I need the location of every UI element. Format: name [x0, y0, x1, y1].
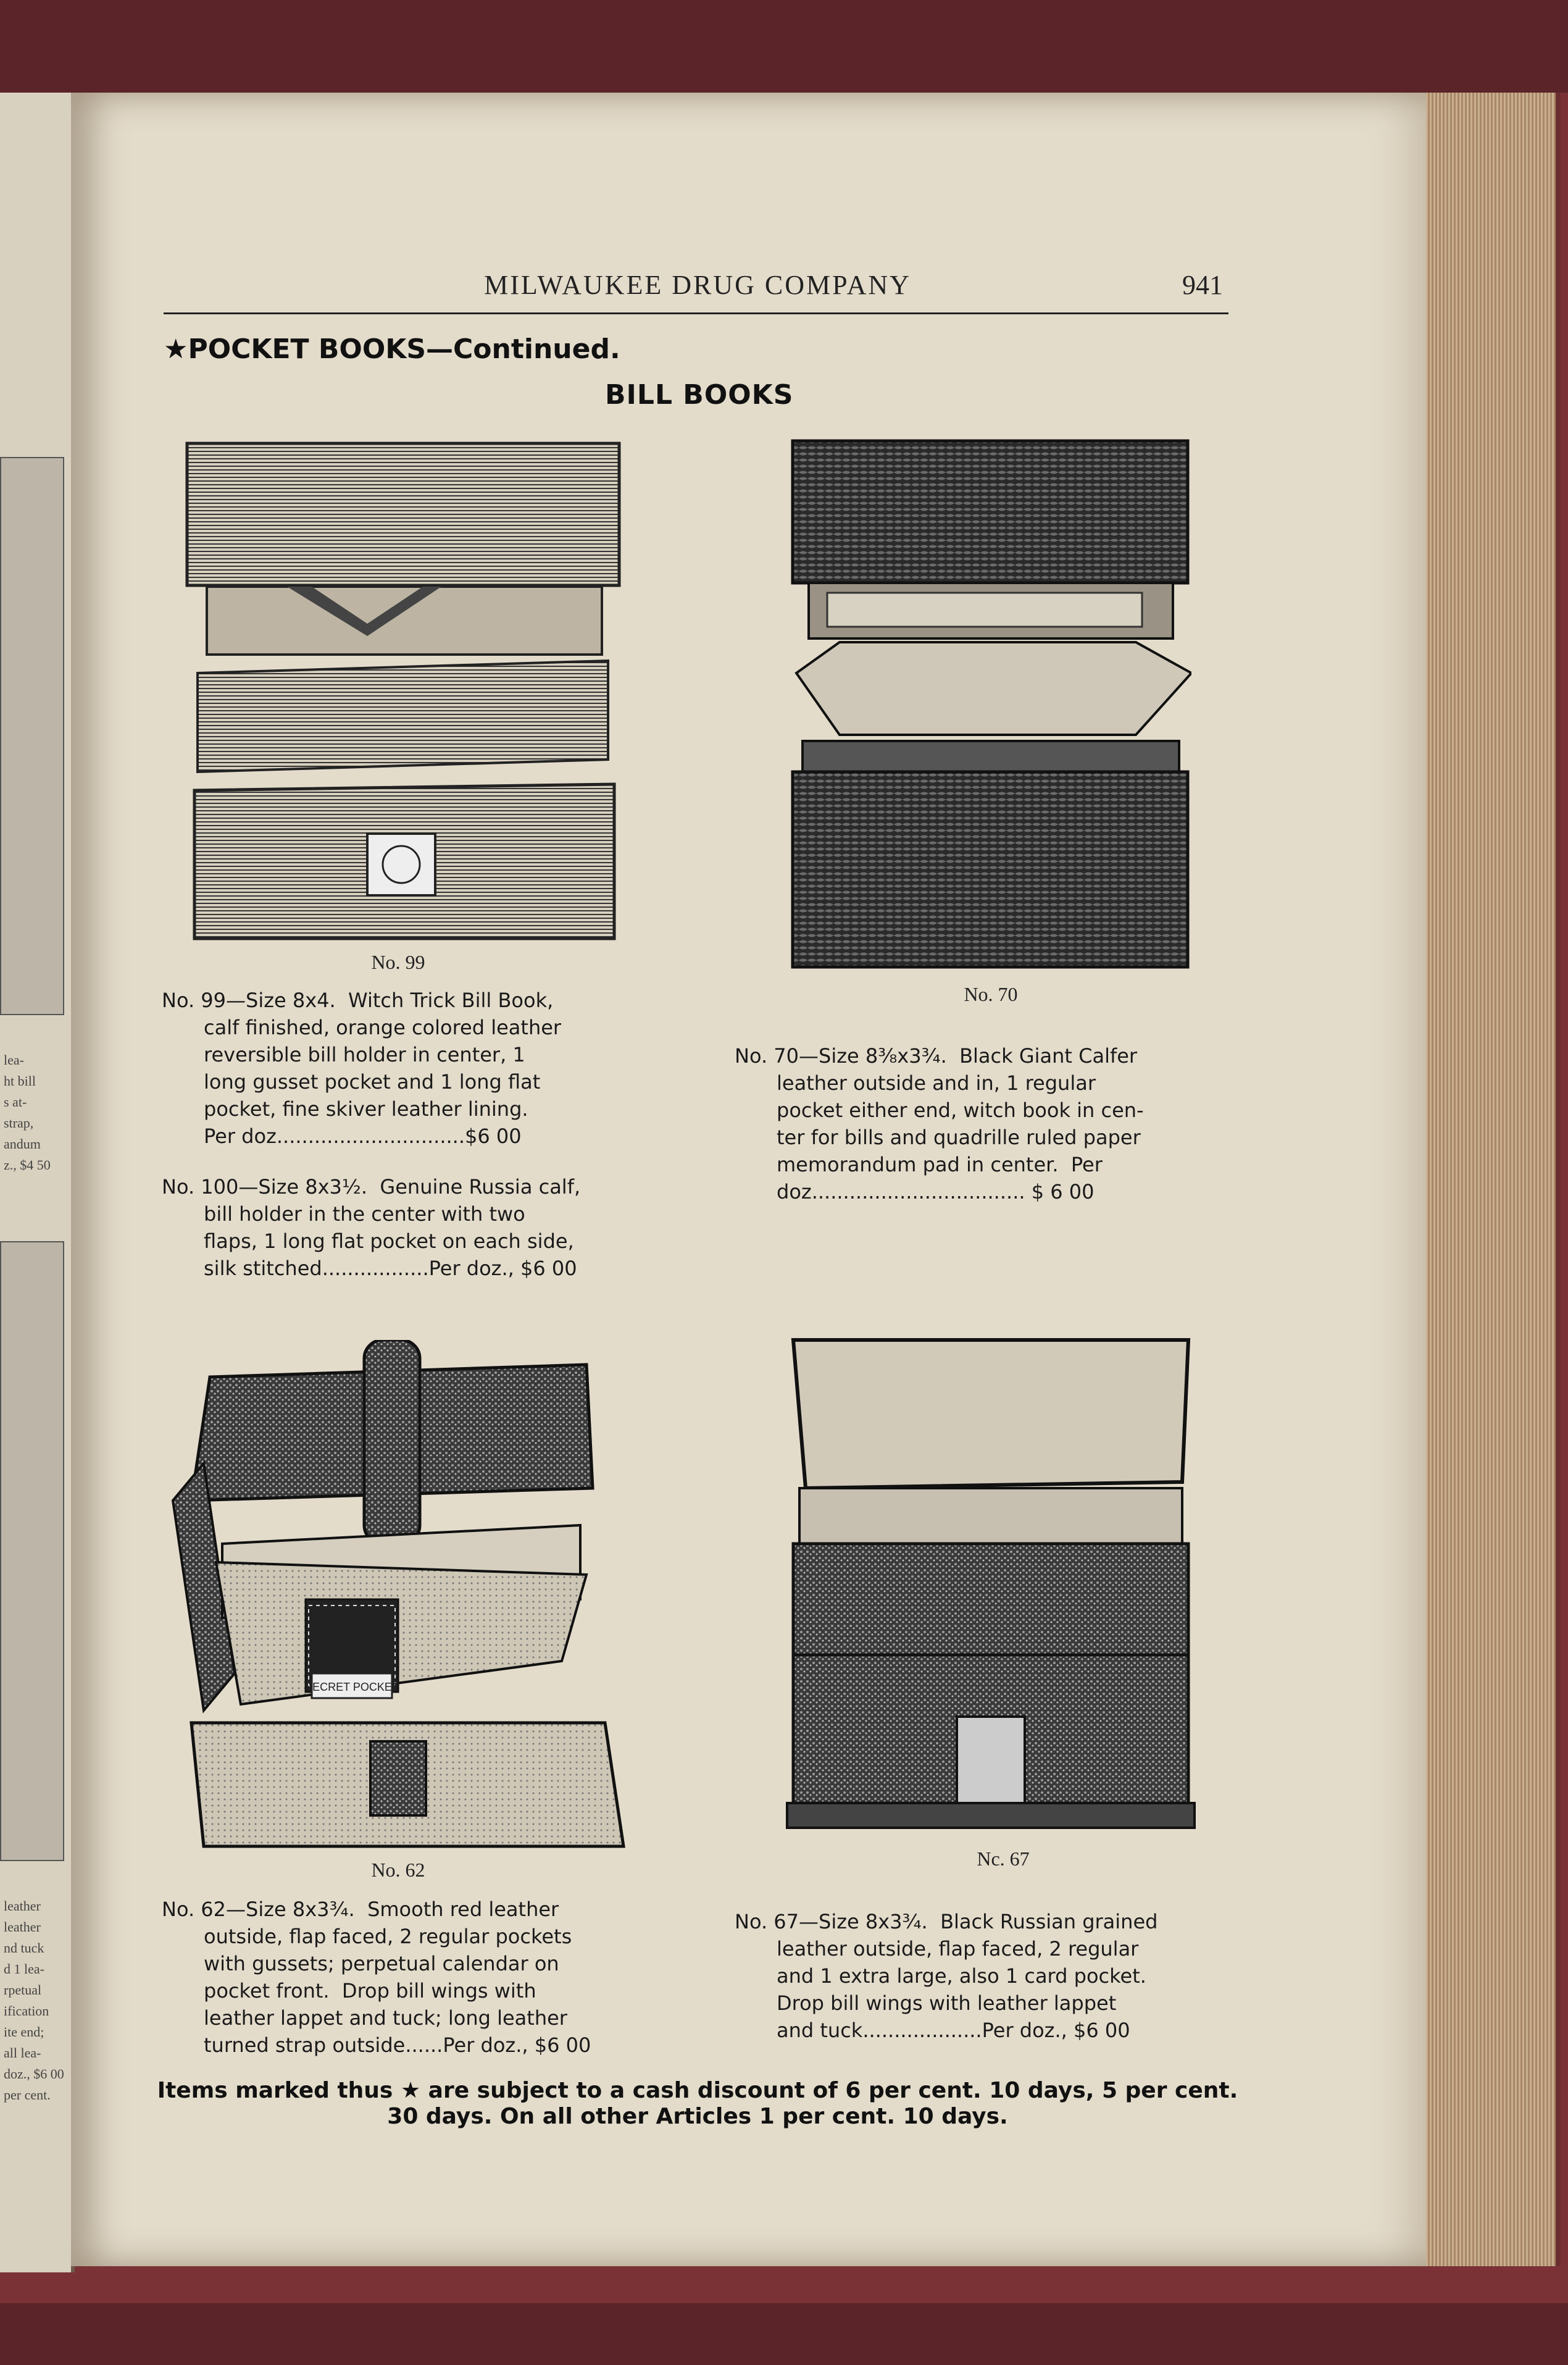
page-number: 941 [1182, 270, 1223, 300]
desc-line: flaps, 1 long flat pocket on each side, [204, 1229, 574, 1253]
description-100 [162, 1173, 580, 1282]
desc-line: turned strap outside......Per doz., $6 00 [204, 2033, 591, 2057]
desc-line: bill holder in the center with two [204, 1202, 525, 1226]
desc-line: pocket front. Drop bill wings with [204, 1979, 536, 2003]
page-block-edges [1426, 93, 1561, 2266]
bill-book-70-illustration [790, 438, 1191, 969]
prev-fragment: doz., $6 00 [4, 2066, 64, 2082]
footer-line-1: Items marked thus ★ are subject to a cash discount of 6 per cent. 10 days, 5 per cent. [157, 2078, 1238, 2103]
desc-line: calf finished, orange colored leather [204, 1016, 562, 1039]
desc-line: silk stitched.................Per doz., $6 00 [204, 1257, 577, 1280]
running-head: MILWAUKEE DRUG COMPANY [484, 270, 911, 300]
bill-book-99-illustration [182, 438, 627, 945]
previous-page-text-bottom [4, 1896, 64, 2106]
description-62 [162, 1896, 591, 2059]
prev-fragment: andum [4, 1136, 41, 1152]
desc-line: doz.................................. $ 6 00 [777, 1180, 1095, 1203]
prev-fragment: d 1 lea- [4, 1961, 44, 1977]
desc-line: No. 100—Size 8x3½. Genuine Russia calf, [162, 1175, 581, 1199]
desc-line: No. 62—Size 8x3¾. Smooth red leather [162, 1898, 559, 1921]
desc-line: leather outside, flap faced, 2 regular [777, 1937, 1139, 1961]
desc-line: No. 67—Size 8x3¾. Black Russian grained [735, 1910, 1158, 1933]
prev-fragment: z., $4 50 [4, 1157, 51, 1173]
caption-70: No. 70 [964, 983, 1018, 1005]
desc-line: outside, flap faced, 2 regular pockets [204, 1925, 572, 1948]
subheading: BILL BOOKS [605, 379, 794, 411]
desc-line: with gussets; perpetual calendar on [204, 1952, 559, 1975]
prev-fragment: leather [4, 1898, 41, 1914]
footer-line-2: 30 days. On all other Articles 1 per cent. 10 days. [387, 2104, 1008, 2129]
desc-line: pocket either end, witch book in cen- [777, 1099, 1144, 1122]
previous-page-illustration-2 [0, 1241, 64, 1861]
desc-line: No. 70—Size 8⅜x3¾. Black Giant Calfer [735, 1044, 1138, 1068]
prev-fragment: ht bill [4, 1073, 36, 1089]
desc-line: Per doz..............................$6 00 [204, 1124, 522, 1148]
description-99 [162, 987, 561, 1150]
desc-line: leather outside and in, 1 regular [777, 1071, 1096, 1095]
desc-line: long gusset pocket and 1 long flat [204, 1070, 541, 1094]
previous-page-text-top [4, 1050, 51, 1176]
caption-67: Nc. 67 [977, 1848, 1030, 1870]
prev-fragment: per cent. [4, 2087, 51, 2103]
description-67 [735, 1908, 1157, 2044]
caption-99: No. 99 [371, 951, 425, 973]
desc-line: ter for bills and quadrille ruled paper [777, 1126, 1141, 1149]
desc-line: Drop bill wings with leather lappet [777, 1991, 1117, 2015]
prev-fragment: all lea- [4, 2045, 41, 2061]
prev-fragment: ite end; [4, 2024, 44, 2040]
discount-footer [154, 2078, 1241, 2130]
desc-line: reversible bill holder in center, 1 [204, 1043, 525, 1066]
prev-fragment: lea- [4, 1052, 24, 1068]
desc-line: leather lappet and tuck; long leather [204, 2006, 567, 2030]
secret-pocket-label: SECRET POCKET [305, 1681, 399, 1693]
desc-line: memorandum pad in center. Per [777, 1153, 1103, 1176]
desc-line: No. 99—Size 8x4. Witch Trick Bill Book, [162, 989, 554, 1012]
previous-page-illustration [0, 457, 64, 1015]
desc-line: pocket, fine skiver leather lining. [204, 1097, 528, 1121]
bill-book-67-illustration [781, 1334, 1201, 1840]
desc-line: and tuck...................Per doz., $6 00 [777, 2019, 1130, 2042]
description-70 [735, 1042, 1144, 1205]
prev-fragment: leather [4, 1919, 41, 1935]
section-title: ★POCKET BOOKS—Continued. [164, 333, 620, 365]
prev-fragment: rpetual [4, 1982, 42, 1998]
caption-62: No. 62 [371, 1859, 425, 1881]
prev-fragment: strap, [4, 1115, 34, 1131]
prev-fragment: ification [4, 2003, 49, 2019]
bill-book-62-illustration [167, 1340, 636, 1852]
header-rule [164, 312, 1228, 314]
previous-page-edge [0, 93, 75, 2272]
prev-fragment: s at- [4, 1094, 27, 1110]
prev-fragment: nd tuck [4, 1940, 44, 1956]
desc-line: and 1 extra large, also 1 card pocket. [777, 1964, 1146, 1988]
